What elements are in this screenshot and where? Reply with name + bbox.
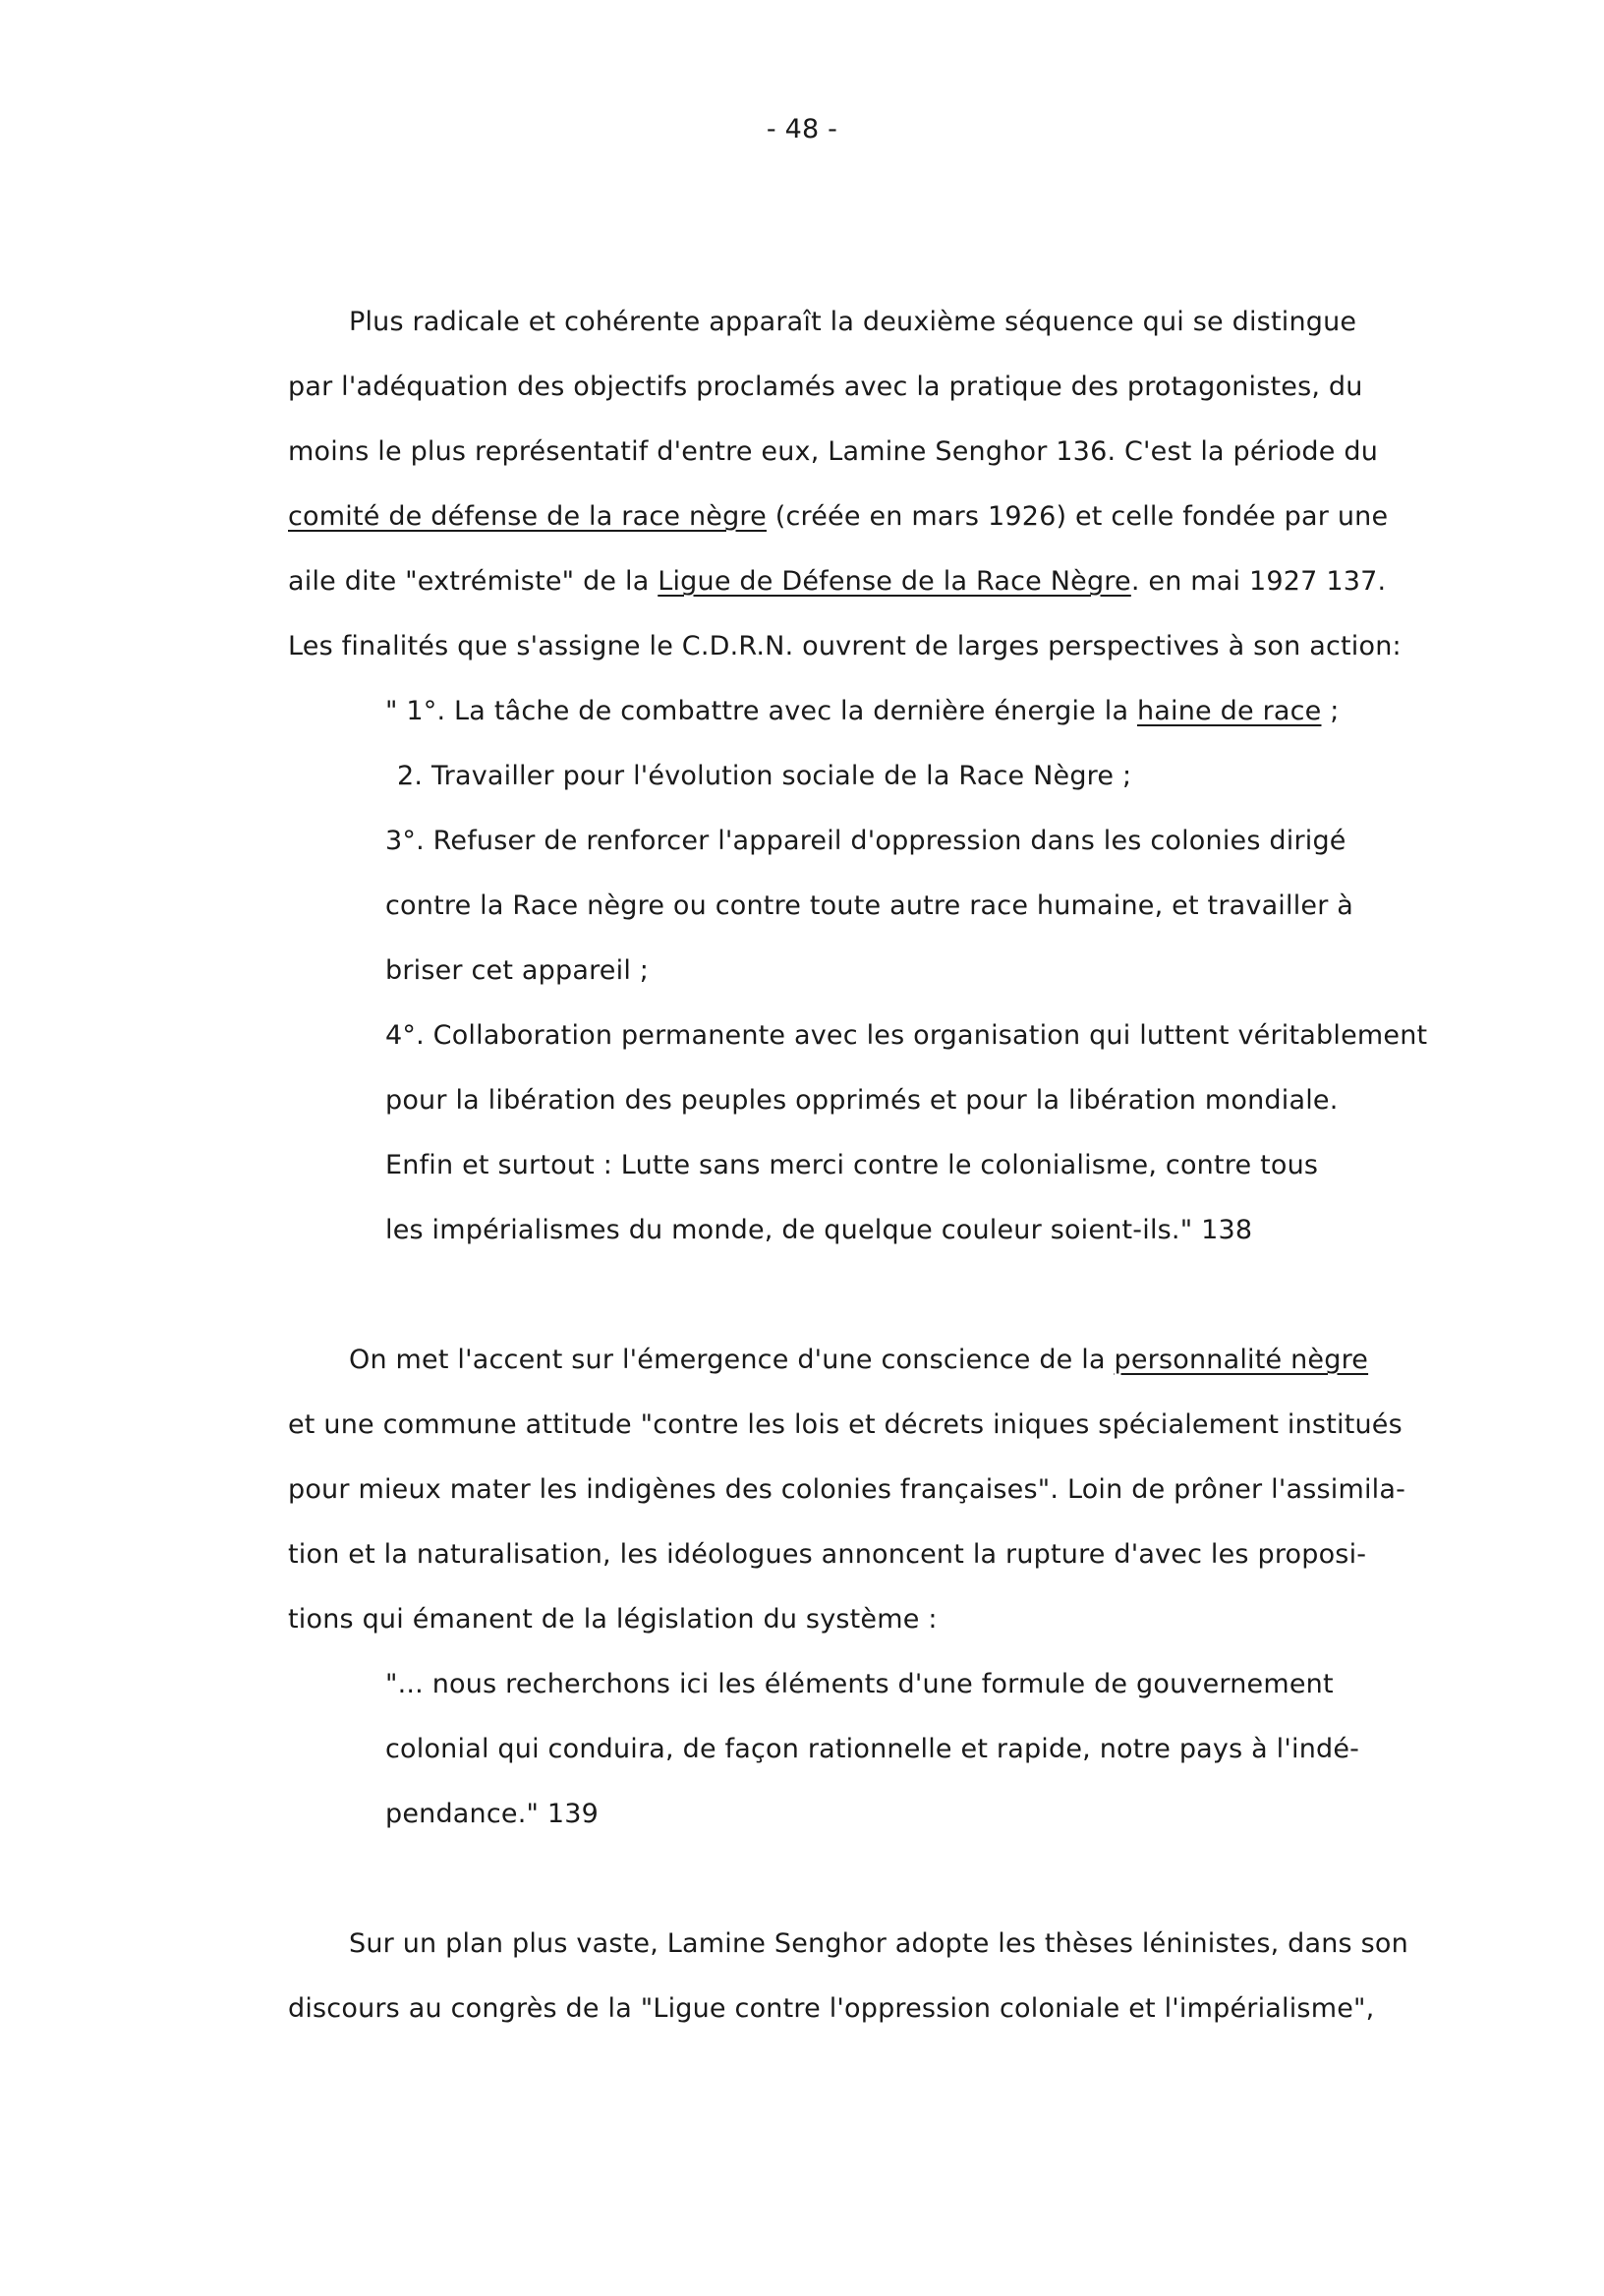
quote-2-line-3: pendance." 139: [385, 1799, 600, 1829]
quote-1-line-1-text-b: ;: [1321, 696, 1340, 726]
quote-1-line-6: 4°. Collaboration permanente avec les organisation qui luttent véritablement: [385, 1020, 1428, 1051]
paragraph-2-line-5: tions qui émanent de la législation du système :: [288, 1604, 938, 1635]
quote-2-line-1: "... nous recherchons ici les éléments d'une formule de gouvernement: [385, 1669, 1334, 1699]
page-number: - 48 -: [766, 114, 838, 144]
paragraph-1-line-5-text-b: . en mai 1927 137.: [1130, 566, 1387, 597]
underlined-race-hatred: haine de race: [1136, 696, 1322, 726]
paragraph-2-line-1-text: On met l'accent sur l'émergence d'une conscience de la: [349, 1345, 1115, 1375]
paragraph-2-line-3: pour mieux mater les indigènes des colonies françaises". Loin de prôner l'assimila-: [288, 1474, 1406, 1505]
quote-1-line-8: Enfin et surtout : Lutte sans merci contre le colonialisme, contre tous: [385, 1150, 1319, 1180]
quote-1-line-1-text-a: " 1°. La tâche de combattre avec la dernière énergie la: [385, 696, 1137, 726]
underlined-committee-name: comité de défense de la race nègre: [288, 501, 767, 532]
paragraph-3-line-1: Sur un plan plus vaste, Lamine Senghor adopte les thèses léninistes, dans son: [349, 1928, 1408, 1959]
underlined-negro-personality: personnalité nègre: [1114, 1345, 1369, 1375]
paragraph-1-line-6: Les finalités que s'assigne le C.D.R.N. ouvrent de larges perspectives à son action:: [288, 631, 1402, 661]
paragraph-3-line-2: discours au congrès de la "Ligue contre l'oppression coloniale et l'impérialisme",: [288, 1993, 1375, 2024]
paragraph-2-line-1: [349, 1345, 1368, 1376]
paragraph-1-line-1: Plus radicale et cohérente apparaît la deuxième séquence qui se distingue: [349, 307, 1357, 337]
quote-2-line-2: colonial qui conduira, de façon rationnelle et rapide, notre pays à l'indé-: [385, 1734, 1360, 1764]
paragraph-1-line-4-text: (créée en mars 1926) et celle fondée par une: [766, 501, 1389, 532]
paragraph-1-line-3: moins le plus représentatif d'entre eux, Lamine Senghor 136. C'est la période du: [288, 436, 1379, 467]
quote-1-line-2: 2. Travailler pour l'évolution sociale de la Race Nègre ;: [397, 761, 1132, 791]
paragraph-2-line-2: et une commune attitude "contre les lois et décrets iniques spécialement institués: [288, 1409, 1403, 1440]
quote-1-line-3: 3°. Refuser de renforcer l'appareil d'oppression dans les colonies dirigé: [385, 826, 1346, 856]
quote-1-line-5: briser cet appareil ;: [385, 955, 650, 986]
paragraph-1-line-5-text-a: aile dite "extrémiste" de la: [288, 566, 659, 597]
quote-1-line-4: contre la Race nègre ou contre toute autre race humaine, et travailler à: [385, 890, 1354, 921]
paragraph-2-line-4: tion et la naturalisation, les idéologues annoncent la rupture d'avec les proposi-: [288, 1539, 1367, 1570]
quote-1-line-9: les impérialismes du monde, de quelque couleur soient-ils." 138: [385, 1215, 1253, 1245]
paragraph-1-line-4: [288, 501, 1388, 533]
underlined-league-name: Ligue de Défense de la Race Nègre: [658, 566, 1131, 597]
quote-1-line-1: [385, 696, 1340, 727]
quote-1-line-7: pour la libération des peuples opprimés et pour la libération mondiale.: [385, 1085, 1339, 1116]
paragraph-1-line-2: par l'adéquation des objectifs proclamés avec la pratique des protagonistes, du: [288, 372, 1363, 402]
paragraph-1-line-5: [288, 566, 1386, 598]
